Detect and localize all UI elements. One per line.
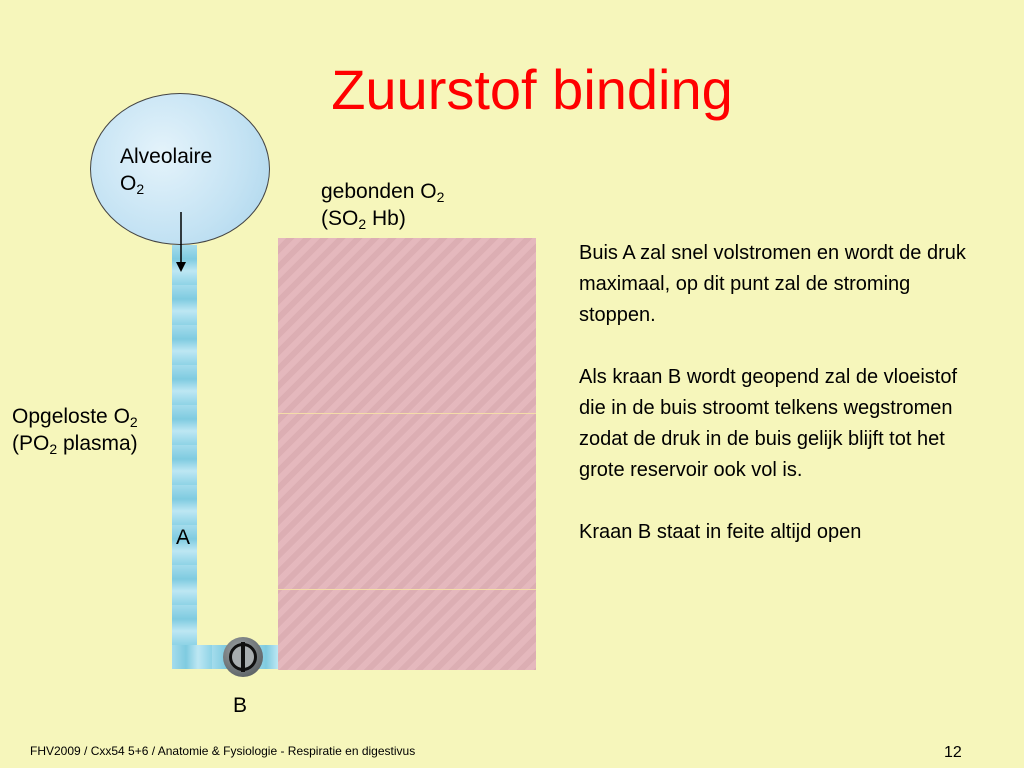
reservoir-seam <box>278 589 536 590</box>
slide-title: Zuurstof binding <box>331 58 733 121</box>
dissolved-label-line2b: plasma) <box>57 432 138 455</box>
bound-label-line2a: (SO <box>321 207 359 230</box>
dissolved-label-line1: Opgeloste O <box>12 405 130 428</box>
dissolved-label <box>12 403 138 457</box>
valve-handle <box>241 642 245 672</box>
dissolved-label-sub2: 2 <box>49 441 58 457</box>
alveolus-label-sub: 2 <box>136 181 145 197</box>
dissolved-label-sub1: 2 <box>129 414 138 430</box>
label-a: A <box>176 526 191 549</box>
explanation-paragraph-2: Als kraan B wordt geopend zal de vloeistof die in de buis stroomt telkens wegstromen zodat de druk in de buis gelijk blijft tot het grote reservoir ook vol is. <box>579 366 957 481</box>
footer-text: FHV2009 / Cxx54 5+6 / Anatomie & Fysiologie - Respiratie en digestivus <box>30 744 416 758</box>
page-number: 12 <box>944 744 962 761</box>
alveolus-label-o: O <box>120 172 137 195</box>
explanation-paragraph-1: Buis A zal snel volstromen en wordt de druk maximaal, op dit punt zal de stroming stoppen. <box>579 242 966 326</box>
bound-label-line2b: Hb) <box>366 207 406 230</box>
tube-a-vertical <box>172 245 197 669</box>
alveolus-label <box>120 143 212 197</box>
alveolus-label-line1: Alveolaire <box>120 145 213 168</box>
bound-label-sub1: 2 <box>436 189 445 205</box>
bound-label-line1: gebonden O <box>321 180 437 203</box>
bound-label-sub2: 2 <box>358 216 367 232</box>
label-b: B <box>233 694 248 717</box>
reservoir-seam <box>278 413 536 414</box>
explanation-paragraph-3: Kraan B staat in feite altijd open <box>579 521 862 543</box>
bound-label <box>321 178 444 232</box>
flow-arrow <box>170 212 192 274</box>
dissolved-label-line2a: (PO <box>12 432 50 455</box>
valve-b[interactable] <box>223 637 263 677</box>
explanation-text <box>579 238 979 579</box>
reservoir <box>278 238 536 670</box>
